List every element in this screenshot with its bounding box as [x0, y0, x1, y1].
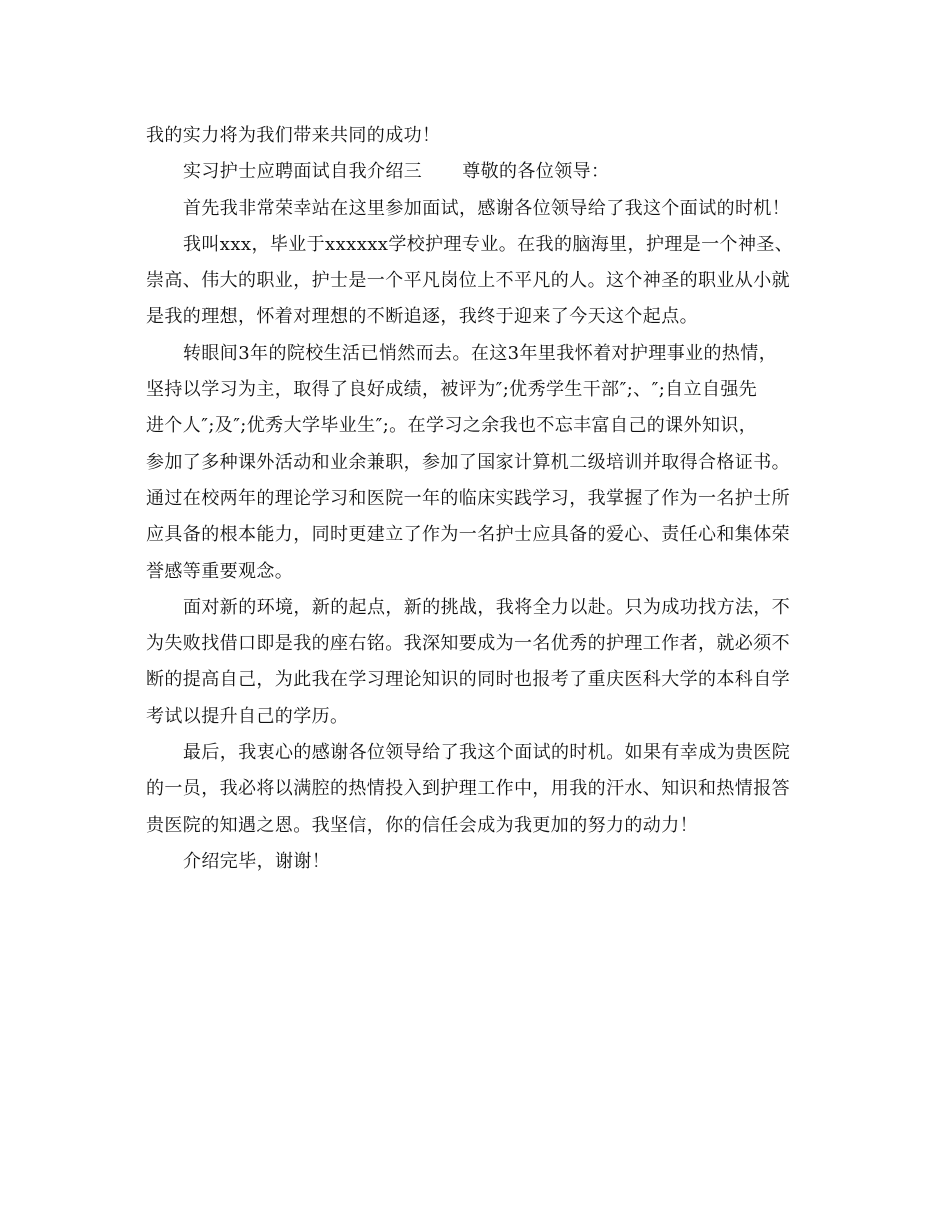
text-line: 介绍完毕，谢谢！	[183, 850, 331, 872]
paragraph-ending	[146, 844, 810, 880]
paragraph-thanks	[146, 735, 810, 844]
text-line: 参加了多种课外活动和业余兼职，参加了国家计算机二级培训并取得合格证书。	[146, 451, 790, 473]
text-line: 通过在校两年的理论学习和医院一年的临床实践学习，我掌握了作为一名护士所	[146, 487, 790, 509]
paragraph-introduction	[146, 227, 810, 336]
text-line: 我叫xxx，毕业于xxxxxx学校护理专业。在我的脑海里，护理是一个神圣、	[183, 233, 794, 255]
text-line: 面对新的环境，新的起点，新的挑战，我将全力以赴。只为成功找方法，不	[183, 596, 791, 618]
paragraph-closing-fragment	[146, 118, 810, 154]
paragraph-school-life	[146, 336, 810, 590]
text-line: 转眼间3年的院校生活已悄然而去。在这3年里我怀着对护理事业的热情，	[183, 342, 778, 364]
text-line: 我的实力将为我们带来共同的成功！	[146, 125, 441, 146]
text-line: 崇高、伟大的职业，护士是一个平凡岗位上不平凡的人。这个神圣的职业从小就	[146, 270, 790, 292]
paragraph-heading	[146, 154, 810, 190]
text-line: 进个人″;及″;优秀大学毕业生″;。在学习之余我也不忘丰富自己的课外知识，	[146, 415, 758, 437]
text-line: 的一员，我必将以满腔的热情投入到护理工作中，用我的汗水、知识和热情报答	[146, 778, 790, 800]
text-line: 最后，我衷心的感谢各位领导给了我这个面试的时机。如果有幸成为贵医院	[183, 742, 791, 764]
text-line: 是我的理想，怀着对理想的不断追逐，我终于迎来了今天这个起点。	[146, 306, 698, 328]
paragraph-greeting	[146, 191, 810, 227]
text-line: 首先我非常荣幸站在这里参加面试，感谢各位领导给了我这个面试的时机！	[183, 197, 791, 219]
text-line: 贵医院的知遇之恩。我坚信，你的信任会成为我更加的努力的动力！	[146, 814, 698, 836]
text-line: 誉感等重要观念。	[146, 560, 294, 582]
section-title: 实习护士应聘面试自我介绍三	[183, 161, 423, 183]
text-line: 坚持以学习为主，取得了良好成绩，被评为″;优秀学生干部″;、″;自立自强先	[146, 379, 758, 401]
text-line: 断的提高自己，为此我在学习理论知识的同时也报考了重庆医科大学的本科自学	[146, 669, 790, 691]
text-line: 为失败找借口即是我的座右铭。我深知要成为一名优秀的护理工作者，就必须不	[146, 633, 790, 655]
salutation: 尊敬的各位领导：	[462, 161, 610, 183]
text-line: 考试以提升自己的学历。	[146, 705, 349, 727]
paragraph-motto	[146, 590, 810, 735]
document-body	[146, 118, 810, 880]
text-line: 应具备的根本能力，同时更建立了作为一名护士应具备的爱心、责任心和集体荣	[146, 524, 790, 546]
